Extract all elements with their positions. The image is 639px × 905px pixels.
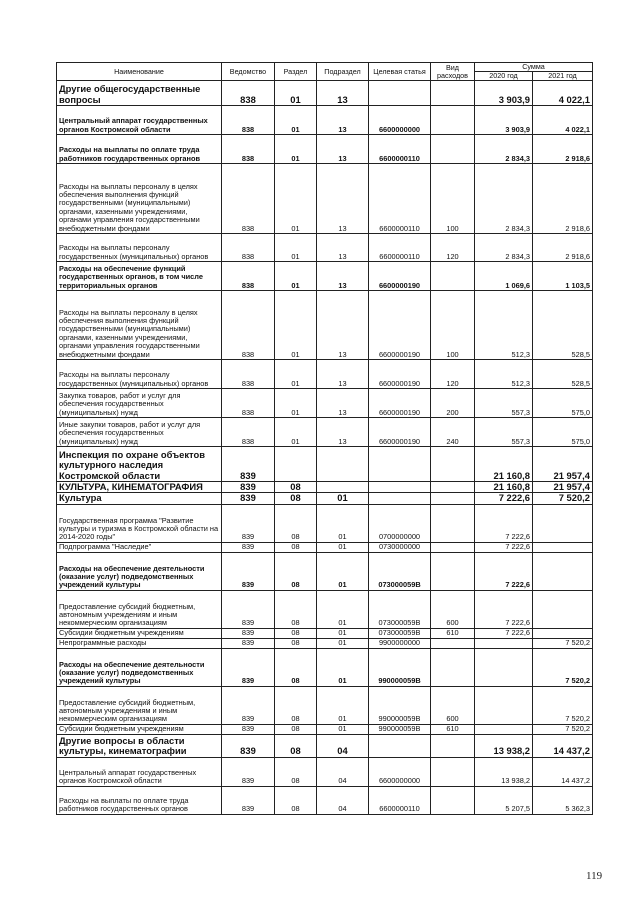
table-row bbox=[57, 648, 593, 686]
cell-s1: 7 222,6 bbox=[475, 590, 533, 628]
cell-raz: 08 bbox=[275, 482, 317, 493]
cell-name: Центральный аппарат государственных органов Костромской области bbox=[57, 106, 222, 135]
cell-vr: 120 bbox=[431, 234, 475, 262]
cell-cs bbox=[369, 482, 431, 493]
cell-name: Непрограммные расходы bbox=[57, 638, 222, 648]
table-row bbox=[57, 234, 593, 262]
cell-vr: 600 bbox=[431, 686, 475, 724]
page-number: 119 bbox=[586, 870, 603, 882]
cell-pod: 01 bbox=[317, 493, 369, 504]
cell-name: Субсидии бюджетным учреждениям bbox=[57, 724, 222, 734]
cell-s2: 575,0 bbox=[533, 389, 593, 418]
cell-s2: 4 022,1 bbox=[533, 106, 593, 135]
table-row bbox=[57, 291, 593, 360]
cell-cs: 073000059В bbox=[369, 552, 431, 590]
cell-cs: 6600000110 bbox=[369, 234, 431, 262]
header-vedomstvo: Ведомство bbox=[222, 63, 275, 81]
table-row bbox=[57, 552, 593, 590]
cell-ved: 838 bbox=[222, 135, 275, 164]
cell-ved: 838 bbox=[222, 262, 275, 291]
cell-s2: 21 957,4 bbox=[533, 447, 593, 482]
cell-pod: 04 bbox=[317, 786, 369, 814]
cell-raz: 08 bbox=[275, 504, 317, 542]
cell-name: Расходы на выплаты персоналу в целях обеспечения выполнения функций государственными (муниципальными) органами, казенными учреждениями, органами управления государственными внебюджетными фондами bbox=[57, 291, 222, 360]
cell-raz: 08 bbox=[275, 724, 317, 734]
cell-vr bbox=[431, 106, 475, 135]
cell-name: Закупка товаров, работ и услуг для обеспечения государственных (муниципальных) нужд bbox=[57, 389, 222, 418]
cell-vr: 610 bbox=[431, 628, 475, 638]
cell-s1 bbox=[475, 648, 533, 686]
table-row bbox=[57, 164, 593, 234]
cell-name: Расходы на обеспечение деятельности (оказание услуг) подведомственных учреждений культуры bbox=[57, 552, 222, 590]
cell-cs: 6600000190 bbox=[369, 262, 431, 291]
table-row bbox=[57, 734, 593, 757]
cell-ved: 838 bbox=[222, 418, 275, 447]
cell-name: Предоставление субсидий бюджетным, автономным учреждениям и иным некоммерческим организациям bbox=[57, 590, 222, 628]
cell-ved: 838 bbox=[222, 81, 275, 106]
cell-cs bbox=[369, 81, 431, 106]
cell-ved: 839 bbox=[222, 590, 275, 628]
table-row bbox=[57, 786, 593, 814]
header-vid: Вид расходов bbox=[431, 63, 475, 81]
cell-vr bbox=[431, 135, 475, 164]
table-row bbox=[57, 504, 593, 542]
cell-cs: 6600000190 bbox=[369, 389, 431, 418]
cell-s1: 7 222,6 bbox=[475, 504, 533, 542]
cell-cs bbox=[369, 493, 431, 504]
cell-pod: 04 bbox=[317, 757, 369, 786]
cell-s2 bbox=[533, 542, 593, 552]
table-row bbox=[57, 81, 593, 106]
cell-raz: 01 bbox=[275, 234, 317, 262]
cell-cs: 073000059В bbox=[369, 590, 431, 628]
cell-name: Другие общегосударственные вопросы bbox=[57, 81, 222, 106]
cell-s2: 7 520,2 bbox=[533, 648, 593, 686]
cell-cs: 990000059В bbox=[369, 648, 431, 686]
cell-cs: 6600000190 bbox=[369, 360, 431, 389]
cell-ved: 838 bbox=[222, 389, 275, 418]
header-name: Наименование bbox=[57, 63, 222, 81]
cell-cs: 6600000000 bbox=[369, 757, 431, 786]
cell-cs: 073000059В bbox=[369, 628, 431, 638]
cell-raz: 01 bbox=[275, 81, 317, 106]
cell-ved: 839 bbox=[222, 628, 275, 638]
cell-vr: 200 bbox=[431, 389, 475, 418]
cell-pod: 04 bbox=[317, 734, 369, 757]
cell-s1: 5 207,5 bbox=[475, 786, 533, 814]
cell-vr bbox=[431, 542, 475, 552]
cell-s1: 512,3 bbox=[475, 360, 533, 389]
table-row bbox=[57, 493, 593, 504]
cell-name: Расходы на обеспечение деятельности (оказание услуг) подведомственных учреждений культуры bbox=[57, 648, 222, 686]
cell-raz bbox=[275, 447, 317, 482]
cell-s2 bbox=[533, 590, 593, 628]
table-row bbox=[57, 686, 593, 724]
cell-s1: 7 222,6 bbox=[475, 552, 533, 590]
cell-ved: 839 bbox=[222, 493, 275, 504]
cell-s1: 7 222,6 bbox=[475, 542, 533, 552]
cell-s2: 21 957,4 bbox=[533, 482, 593, 493]
cell-cs: 0730000000 bbox=[369, 542, 431, 552]
cell-name: Инспекция по охране объектов культурного наследия Костромской области bbox=[57, 447, 222, 482]
cell-raz: 01 bbox=[275, 262, 317, 291]
cell-s1: 2 834,3 bbox=[475, 164, 533, 234]
cell-cs bbox=[369, 734, 431, 757]
header-summa: Сумма bbox=[475, 63, 593, 72]
cell-ved: 839 bbox=[222, 757, 275, 786]
header-2021: 2021 год bbox=[533, 72, 593, 81]
table-row bbox=[57, 724, 593, 734]
table-row bbox=[57, 135, 593, 164]
table-row bbox=[57, 262, 593, 291]
header-razdel: Раздел bbox=[275, 63, 317, 81]
budget-table bbox=[56, 62, 593, 815]
cell-raz: 01 bbox=[275, 106, 317, 135]
cell-s2: 2 918,6 bbox=[533, 164, 593, 234]
cell-pod: 13 bbox=[317, 360, 369, 389]
cell-s2: 5 362,3 bbox=[533, 786, 593, 814]
cell-cs: 6600000190 bbox=[369, 291, 431, 360]
cell-pod: 01 bbox=[317, 638, 369, 648]
cell-s2: 7 520,2 bbox=[533, 493, 593, 504]
cell-ved: 838 bbox=[222, 234, 275, 262]
cell-raz: 01 bbox=[275, 389, 317, 418]
cell-ved: 838 bbox=[222, 106, 275, 135]
cell-ved: 838 bbox=[222, 360, 275, 389]
cell-cs: 6600000110 bbox=[369, 786, 431, 814]
cell-pod: 01 bbox=[317, 590, 369, 628]
cell-vr: 610 bbox=[431, 724, 475, 734]
cell-pod: 13 bbox=[317, 389, 369, 418]
table-row bbox=[57, 638, 593, 648]
cell-name: Центральный аппарат государственных органов Костромской области bbox=[57, 757, 222, 786]
cell-s2: 528,5 bbox=[533, 291, 593, 360]
cell-name: Расходы на выплаты персоналу в целях обеспечения выполнения функций государственными (муниципальными) органами, казенными учреждениями, органами управления государственными внебюджетными фондами bbox=[57, 164, 222, 234]
cell-name: Расходы на выплаты персоналу государственных (муниципальных) органов bbox=[57, 360, 222, 389]
cell-vr: 100 bbox=[431, 291, 475, 360]
table-row bbox=[57, 590, 593, 628]
cell-pod bbox=[317, 482, 369, 493]
cell-raz: 08 bbox=[275, 628, 317, 638]
cell-s2: 4 022,1 bbox=[533, 81, 593, 106]
cell-vr bbox=[431, 552, 475, 590]
table-row bbox=[57, 389, 593, 418]
cell-name: Расходы на выплаты по оплате труда работников государственных органов bbox=[57, 135, 222, 164]
cell-ved: 839 bbox=[222, 786, 275, 814]
cell-s1: 557,3 bbox=[475, 389, 533, 418]
cell-vr bbox=[431, 638, 475, 648]
header-2020: 2020 год bbox=[475, 72, 533, 81]
cell-pod: 01 bbox=[317, 724, 369, 734]
cell-s1: 13 938,2 bbox=[475, 734, 533, 757]
cell-ved: 839 bbox=[222, 542, 275, 552]
cell-raz: 01 bbox=[275, 291, 317, 360]
table-row bbox=[57, 628, 593, 638]
cell-cs: 6600000110 bbox=[369, 135, 431, 164]
cell-pod: 01 bbox=[317, 504, 369, 542]
cell-raz: 08 bbox=[275, 493, 317, 504]
cell-s2: 1 103,5 bbox=[533, 262, 593, 291]
cell-s1: 3 903,9 bbox=[475, 81, 533, 106]
cell-cs bbox=[369, 447, 431, 482]
cell-vr bbox=[431, 757, 475, 786]
cell-s1: 7 222,6 bbox=[475, 493, 533, 504]
cell-s2: 2 918,6 bbox=[533, 234, 593, 262]
cell-s1: 557,3 bbox=[475, 418, 533, 447]
cell-pod: 01 bbox=[317, 628, 369, 638]
cell-vr bbox=[431, 81, 475, 106]
cell-pod: 13 bbox=[317, 262, 369, 291]
cell-raz: 08 bbox=[275, 757, 317, 786]
cell-ved: 839 bbox=[222, 552, 275, 590]
cell-s1 bbox=[475, 686, 533, 724]
cell-cs: 0700000000 bbox=[369, 504, 431, 542]
cell-pod bbox=[317, 447, 369, 482]
cell-pod: 13 bbox=[317, 135, 369, 164]
cell-vr bbox=[431, 648, 475, 686]
cell-raz: 08 bbox=[275, 552, 317, 590]
cell-raz: 01 bbox=[275, 164, 317, 234]
cell-s2: 14 437,2 bbox=[533, 734, 593, 757]
cell-ved: 839 bbox=[222, 648, 275, 686]
cell-vr bbox=[431, 786, 475, 814]
cell-s2 bbox=[533, 552, 593, 590]
cell-raz: 01 bbox=[275, 418, 317, 447]
cell-name: Культура bbox=[57, 493, 222, 504]
cell-s1: 21 160,8 bbox=[475, 482, 533, 493]
cell-s1: 1 069,6 bbox=[475, 262, 533, 291]
cell-raz: 08 bbox=[275, 638, 317, 648]
cell-s1: 512,3 bbox=[475, 291, 533, 360]
cell-ved: 839 bbox=[222, 447, 275, 482]
cell-vr: 100 bbox=[431, 164, 475, 234]
cell-name: КУЛЬТУРА, КИНЕМАТОГРАФИЯ bbox=[57, 482, 222, 493]
cell-s1: 2 834,3 bbox=[475, 135, 533, 164]
cell-pod: 13 bbox=[317, 234, 369, 262]
cell-s2: 528,5 bbox=[533, 360, 593, 389]
cell-pod: 01 bbox=[317, 648, 369, 686]
table-row bbox=[57, 447, 593, 482]
cell-s1: 2 834,3 bbox=[475, 234, 533, 262]
cell-name: Субсидии бюджетным учреждениям bbox=[57, 628, 222, 638]
cell-raz: 08 bbox=[275, 786, 317, 814]
cell-ved: 839 bbox=[222, 482, 275, 493]
cell-pod: 01 bbox=[317, 686, 369, 724]
cell-raz: 08 bbox=[275, 648, 317, 686]
cell-s2 bbox=[533, 628, 593, 638]
cell-cs: 990000059В bbox=[369, 686, 431, 724]
cell-pod: 13 bbox=[317, 106, 369, 135]
cell-ved: 839 bbox=[222, 504, 275, 542]
table-row bbox=[57, 106, 593, 135]
cell-raz: 08 bbox=[275, 590, 317, 628]
cell-pod: 13 bbox=[317, 418, 369, 447]
table-body bbox=[57, 81, 593, 815]
cell-vr bbox=[431, 504, 475, 542]
cell-name: Расходы на обеспечение функций государственных органов, в том числе территориальных органов bbox=[57, 262, 222, 291]
cell-s1: 7 222,6 bbox=[475, 628, 533, 638]
cell-s2: 575,0 bbox=[533, 418, 593, 447]
cell-s1: 21 160,8 bbox=[475, 447, 533, 482]
cell-name: Расходы на выплаты персоналу государственных (муниципальных) органов bbox=[57, 234, 222, 262]
cell-cs: 990000059В bbox=[369, 724, 431, 734]
cell-raz: 08 bbox=[275, 542, 317, 552]
cell-vr: 240 bbox=[431, 418, 475, 447]
cell-pod: 01 bbox=[317, 542, 369, 552]
cell-ved: 839 bbox=[222, 686, 275, 724]
header-podrazdel: Подраздел bbox=[317, 63, 369, 81]
cell-vr bbox=[431, 734, 475, 757]
cell-vr bbox=[431, 447, 475, 482]
header-tselevaya: Целевая статья bbox=[369, 63, 431, 81]
cell-name: Другие вопросы в области культуры, кинематографии bbox=[57, 734, 222, 757]
cell-cs: 6600000190 bbox=[369, 418, 431, 447]
cell-cs: 6600000110 bbox=[369, 164, 431, 234]
cell-s1: 13 938,2 bbox=[475, 757, 533, 786]
table-row bbox=[57, 542, 593, 552]
cell-vr bbox=[431, 482, 475, 493]
cell-name: Иные закупки товаров, работ и услуг для обеспечения государственных (муниципальных) нужд bbox=[57, 418, 222, 447]
cell-pod: 13 bbox=[317, 291, 369, 360]
cell-raz: 08 bbox=[275, 734, 317, 757]
cell-vr bbox=[431, 493, 475, 504]
cell-ved: 838 bbox=[222, 291, 275, 360]
cell-raz: 01 bbox=[275, 135, 317, 164]
cell-s2 bbox=[533, 504, 593, 542]
cell-pod: 13 bbox=[317, 164, 369, 234]
table-row bbox=[57, 757, 593, 786]
cell-s2: 7 520,2 bbox=[533, 724, 593, 734]
cell-cs: 9900000000 bbox=[369, 638, 431, 648]
cell-s1 bbox=[475, 638, 533, 648]
cell-ved: 839 bbox=[222, 724, 275, 734]
cell-cs: 6600000000 bbox=[369, 106, 431, 135]
cell-s2: 7 520,2 bbox=[533, 638, 593, 648]
cell-vr bbox=[431, 262, 475, 291]
cell-ved: 839 bbox=[222, 638, 275, 648]
cell-name: Предоставление субсидий бюджетным, автономным учреждениям и иным некоммерческим организациям bbox=[57, 686, 222, 724]
cell-ved: 839 bbox=[222, 734, 275, 757]
cell-raz: 08 bbox=[275, 686, 317, 724]
cell-s2: 2 918,6 bbox=[533, 135, 593, 164]
cell-raz: 01 bbox=[275, 360, 317, 389]
cell-name: Государственная программа "Развитие культуры и туризма в Костромской области на 2014-2020 годы" bbox=[57, 504, 222, 542]
cell-ved: 838 bbox=[222, 164, 275, 234]
cell-vr: 600 bbox=[431, 590, 475, 628]
cell-name: Расходы на выплаты по оплате труда работников государственных органов bbox=[57, 786, 222, 814]
table-row bbox=[57, 482, 593, 493]
table-row bbox=[57, 360, 593, 389]
cell-s2: 14 437,2 bbox=[533, 757, 593, 786]
cell-pod: 13 bbox=[317, 81, 369, 106]
cell-s2: 7 520,2 bbox=[533, 686, 593, 724]
cell-s1: 3 903,9 bbox=[475, 106, 533, 135]
cell-vr: 120 bbox=[431, 360, 475, 389]
cell-s1 bbox=[475, 724, 533, 734]
cell-pod: 01 bbox=[317, 552, 369, 590]
cell-name: Подпрограмма "Наследие" bbox=[57, 542, 222, 552]
table-row bbox=[57, 418, 593, 447]
